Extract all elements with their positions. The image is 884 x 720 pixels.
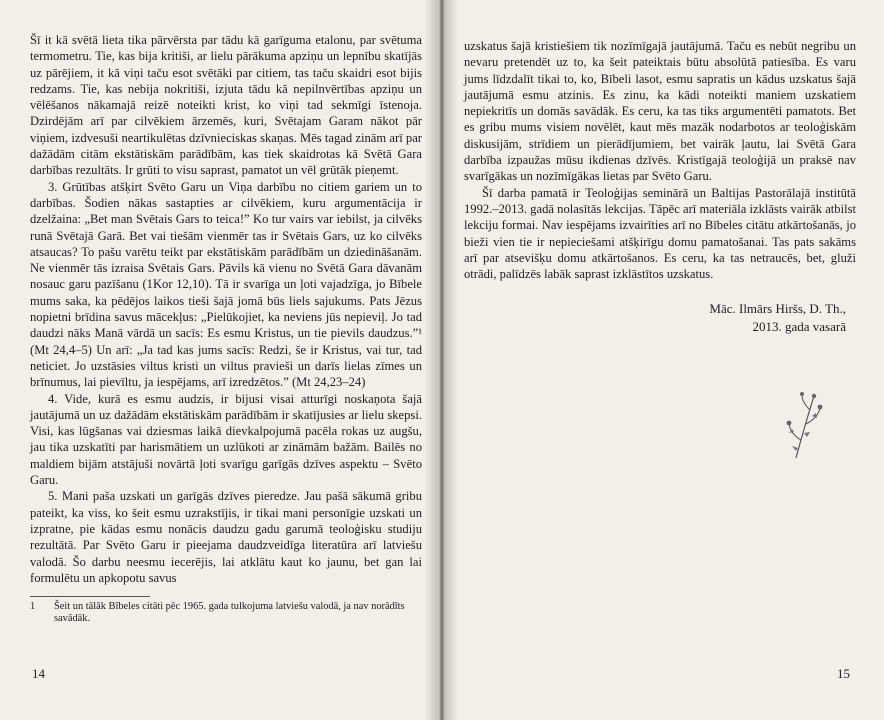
floral-sprig-icon xyxy=(784,388,826,462)
footnote-text: Šeit un tālāk Bībeles citāti pēc 1965. gada tulkojuma latviešu valodā, ja nav norādīts savādāk. xyxy=(54,601,405,625)
right-paragraph-2: Šī darba pamatā ir Teoloģijas seminārā un Baltijas Pastorālajā institūtā 1992.–2013. gadā nolasītās lekcijas. Tāpēc arī materiāla izklāsts vairāk atbilst lekciju formai. Nav iespējams izvairīties arī no Bībeles citātu atkārtošanās, jo bieži vien tie ir nepieciešami atšķirīgu domu pamatošanai. Tas pats sakāms arī par atsevišķu domu atkārtošanos. Es ceru, ka tas netraucēs, bet, gluži otrādi, palīdzēs labāk saprast izklāstītos uzskatus. xyxy=(464,185,856,282)
footnote-divider xyxy=(30,596,150,597)
footnote xyxy=(30,601,422,625)
page-number-left: 14 xyxy=(32,666,45,681)
left-paragraph-1: Šī it kā svētā lieta tika pārvērsta par tādu kā garīguma etalonu, par svētuma termometru. Tie, kas bija kritiši, ar lielu pārākuma apziņu un lepnību skatījās uz pārējiem, it kā viņi taču esot svētāki par citiem, tas taču skaidri esot bijis redzams. Tie, kas nebija nokritiši, izjuta tādu kā nepilnvērtības apziņu un vēlēšanos nākamajā reizē noteikti krist, ko viņi tad sekmīgi īstenoja. Dzirdējām arī par cilvēkiem ārzemēs, kuri, Svētajam Garam nākot pār viņiem, izdvesuši neartikulētas dzīvnieciskas skaņas. Mēs tagad zinām arī par dažādām citām ekstātiskām parādībām, kas tiek skaidrotas kā Svētā Gara darbības rezultāts. Ir grūti to visu saprast, pamatot un vēl grūtāk pieņemt. xyxy=(30,33,422,178)
left-paragraph-2: 3. Grūtības atšķirt Svēto Garu un Viņa darbību no citiem gariem un to darbības. Šodien nākas sastapties ar cilvēkiem, kuru argumentācija ir dzelžaina: „Bet man Svētais Gars to teica!” Ko tur vairs var iebilst, ja cilvēks runā Svētajā Garā. Bet vai tiešām vienmēr tas ir Svētais Gars, uz ko cilvēks atsaucas? To pašu varētu teikt par ekstātiskām parādībām un dziedināšanām. Ne vienmēr tās izraisa Svētais Gars. Pāvils kā vienu no Svētā Gara dāvanām nosauc garu pazīšanu (1Kor 12,10). Tā ir svarīga un ļoti vajadzīga, jo Bībele mums saka, ka pēdējos laikos tieši šajā jomā būs liels sajukums. Pats Jēzus nopietni brīdina savus mācekļus: „Pielūkojiet, ka neviens jūs nepieviļ. Jo tad daudzi nāks Manā vārdā un sacīs: Es esmu Kristus, un tie pievils daudzus.”¹ (Mt 24,4–5) Un arī: „Ja tad kas jums sacīs: Redzi, še ir Kristus, vai tur, tad neticiet. Jo uzstāsies viltus kristi un viltus pravieši un darīs lielas zīmes un brīnumus, lai pievīltu, ja iespējams, arī izredzētos.” (Mt 24,23–24) xyxy=(30,179,422,390)
signature-block xyxy=(464,300,856,336)
footnote-mark: 1 xyxy=(30,601,36,613)
signature-date: 2013. gada vasarā xyxy=(752,319,846,335)
page-number-right: 15 xyxy=(837,666,850,681)
left-paragraph-4: 5. Mani paša uzskati un garīgās dzīves pieredze. Jau pašā sākumā gribu pateikt, ka viss, ko šeit esmu uzrakstījis, ir tikai mani personīgie uzskati un izpratne, pie kādas esmu nonācis daudzu gadu garumā teoloģisku studiju rezultātā. Par Svēto Garu ir pieejama daudzveidīga literatūra arī latviešu valodā. Šo darbu neesmu iecerējis, lai atklātu kaut ko jaunu, bet gan lai formulētu un apkopotu savus xyxy=(30,489,422,585)
right-page xyxy=(442,0,884,720)
left-paragraph-3: 4. Vide, kurā es esmu audzis, ir bijusi visai atturīgi noskaņota šajā jautājumā un uz dažādām ekstātiskām parādībām ir skatījusies ar lielu skepsi. Visi, kas lūgšanas vai dziesmas laikā dievkalpojumā pacēla rokas uz augšu, jau tika uzskatīti par harismātiem un uzlūkoti ar zināmām bažām. Bailēs no maldiem bijām atstājuši novārtā ļoti svarīgu garīgās dzīves aspektu – Svēto Garu. xyxy=(30,391,422,488)
signature-name: Māc. Ilmārs Hiršs, D. Th., xyxy=(709,301,846,317)
right-paragraph-1: uzskatus šajā kristiešiem tik nozīmīgajā jautājumā. Taču es nebūt negribu un nevaru pretendēt uz to, ka šeit pateiktais būtu absolūtā patiesība. Es varu jums līdzdalīt tikai to, ko, Bībeli lasot, esmu sapratis un kādus uzskatus šajā jautājumā esmu atzinis. Es zinu, ka kādi noteikti maniem uzskatiem nepiekritīs un domās savādāk. Es ceru, ka tas tiks argumentēti pamatots. Bet es gribu mums visiem novēlēt, kaut mēs mazāk nodarbotos ar teoloģiskām diskusijām, strīdiem un pierādījumiem, bet vairāk ļautu, lai Svētā Gara darbība izpaužas mūsu ikdienas dzīvēs. Kristīgajā teoloģijā un praksē nav svarīgākas un nozīmīgākas lietas par Svēto Garu. xyxy=(464,39,856,184)
